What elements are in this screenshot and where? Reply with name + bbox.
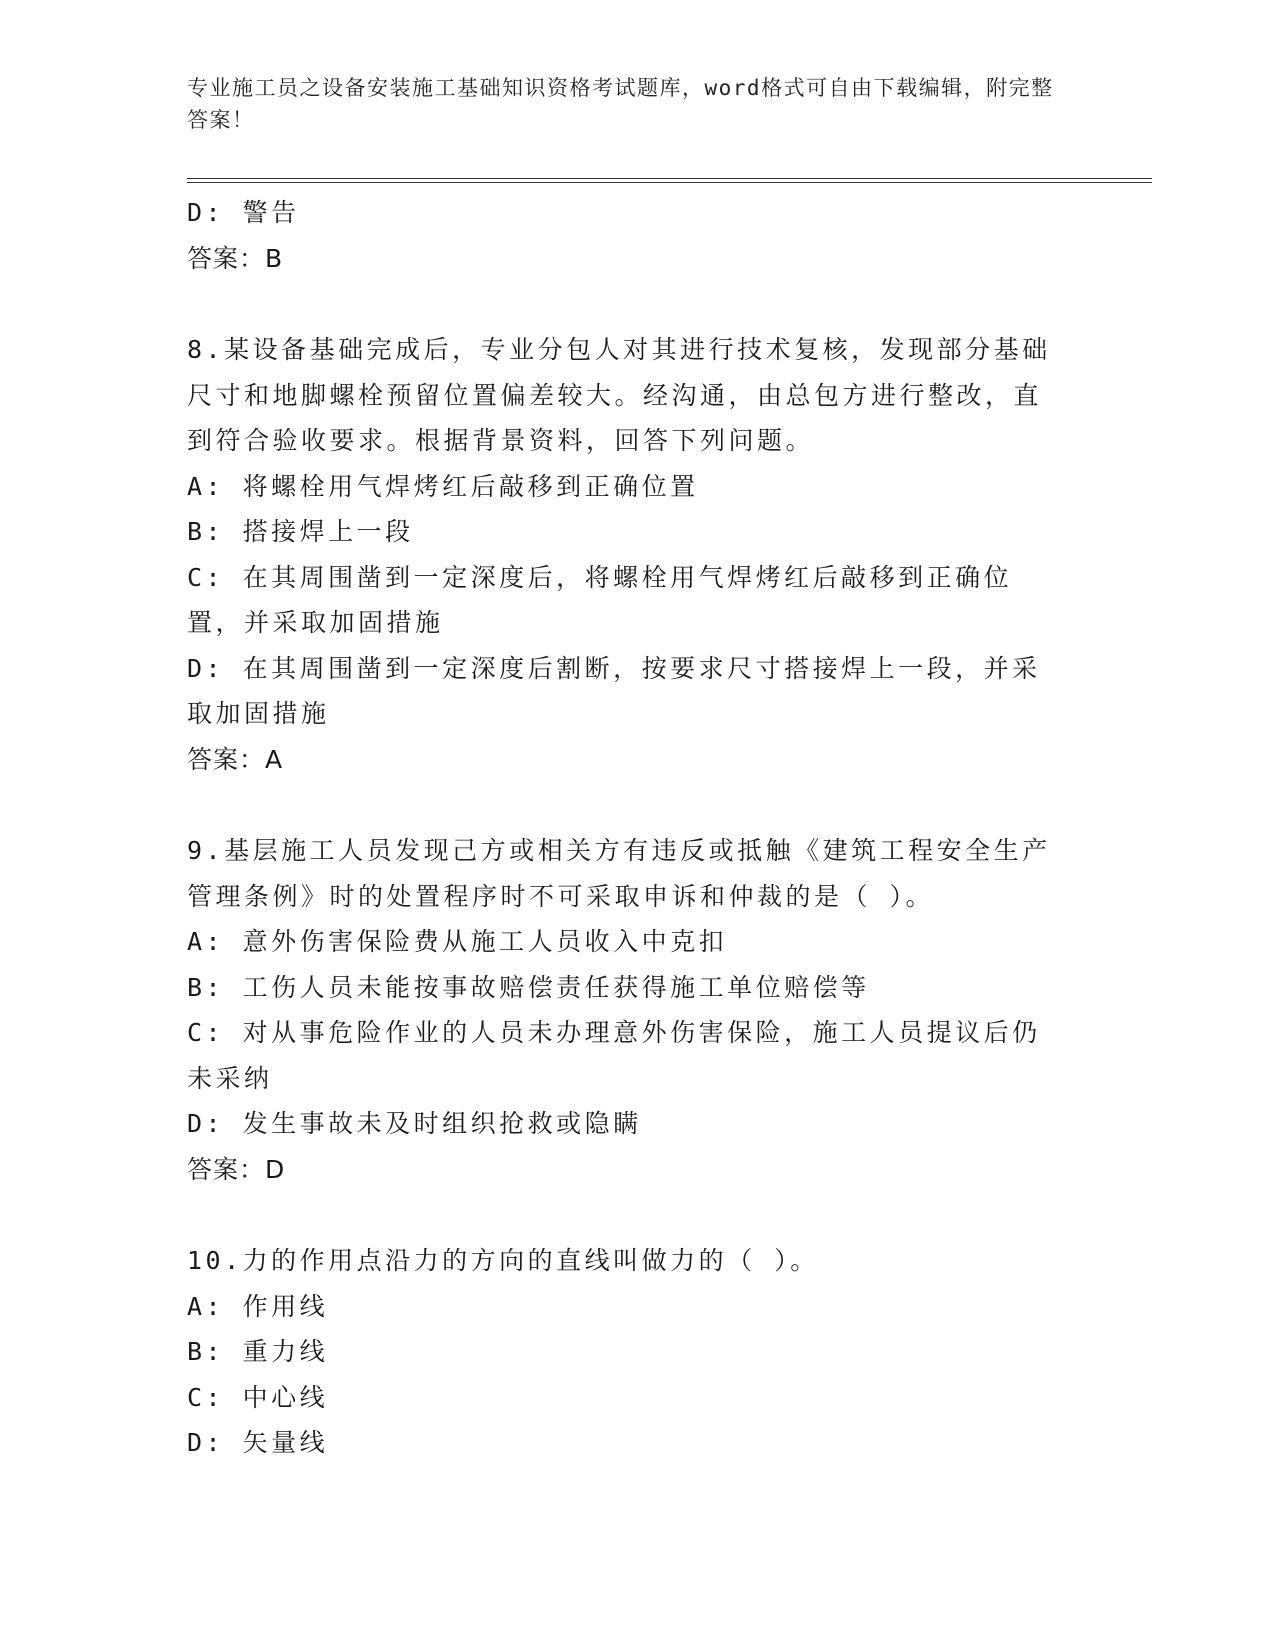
q9-option-d: D: 发生事故未及时组织抢救或隐瞒 bbox=[187, 1109, 642, 1138]
prev-option-d: D: 警告 bbox=[187, 198, 300, 227]
q9-option-b: B: 工伤人员未能按事故赔偿责任获得施工单位赔偿等 bbox=[187, 972, 870, 1002]
q10-stem: 10.力的作用点沿力的方向的直线叫做力的（ ）。 bbox=[187, 1246, 819, 1275]
q10-option-c: C: 中心线 bbox=[187, 1382, 329, 1412]
q8-option-c: C: 在其周围凿到一定深度后，将螺栓用气焊烤红后敲移到正确位置，并采取加固措施 bbox=[187, 562, 1013, 637]
question-content bbox=[187, 190, 1067, 1466]
q9-option-c: C: 对从事危险作业的人员未办理意外伤害保险，施工人员提议后仍未采纳 bbox=[187, 1018, 1041, 1093]
page-header: 专业施工员之设备安装施工基础知识资格考试题库，word格式可自由下载编辑，附完整答案！ bbox=[187, 76, 1054, 132]
q8-option-a: A: 将螺栓用气焊烤红后敲移到正确位置 bbox=[187, 471, 699, 501]
spacer bbox=[187, 782, 1067, 828]
spacer bbox=[187, 1192, 1067, 1238]
q10-option-b: B: 重力线 bbox=[187, 1337, 329, 1366]
spacer bbox=[187, 281, 1067, 327]
header-divider bbox=[187, 178, 1152, 183]
q10-option-a: A: 作用线 bbox=[187, 1291, 329, 1321]
q9-stem: 9.基层施工人员发现己方或相关方有违反或抵触《建筑工程安全生产管理条例》时的处置程序时不可采取申诉和仲裁的是（ ）。 bbox=[187, 836, 1051, 911]
q9-option-a: A: 意外伤害保险费从施工人员收入中克扣 bbox=[187, 927, 728, 956]
q8-answer: 答案：A bbox=[187, 744, 284, 774]
q8-option-d: D: 在其周围凿到一定深度后割断，按要求尺寸搭接焊上一段，并采取加固措施 bbox=[187, 653, 1041, 728]
q10-option-d: D: 矢量线 bbox=[187, 1428, 329, 1457]
q8-option-b: B: 搭接焊上一段 bbox=[187, 517, 414, 546]
q8-stem: 8.某设备基础完成后，专业分包人对其进行技术复核，发现部分基础尺寸和地脚螺栓预留位置偏差较大。经沟通，由总包方进行整改，直到符合验收要求。根据背景资料，回答下列问题。 bbox=[187, 335, 1051, 455]
prev-answer: 答案：B bbox=[187, 243, 284, 273]
q9-answer: 答案：D bbox=[187, 1154, 286, 1184]
